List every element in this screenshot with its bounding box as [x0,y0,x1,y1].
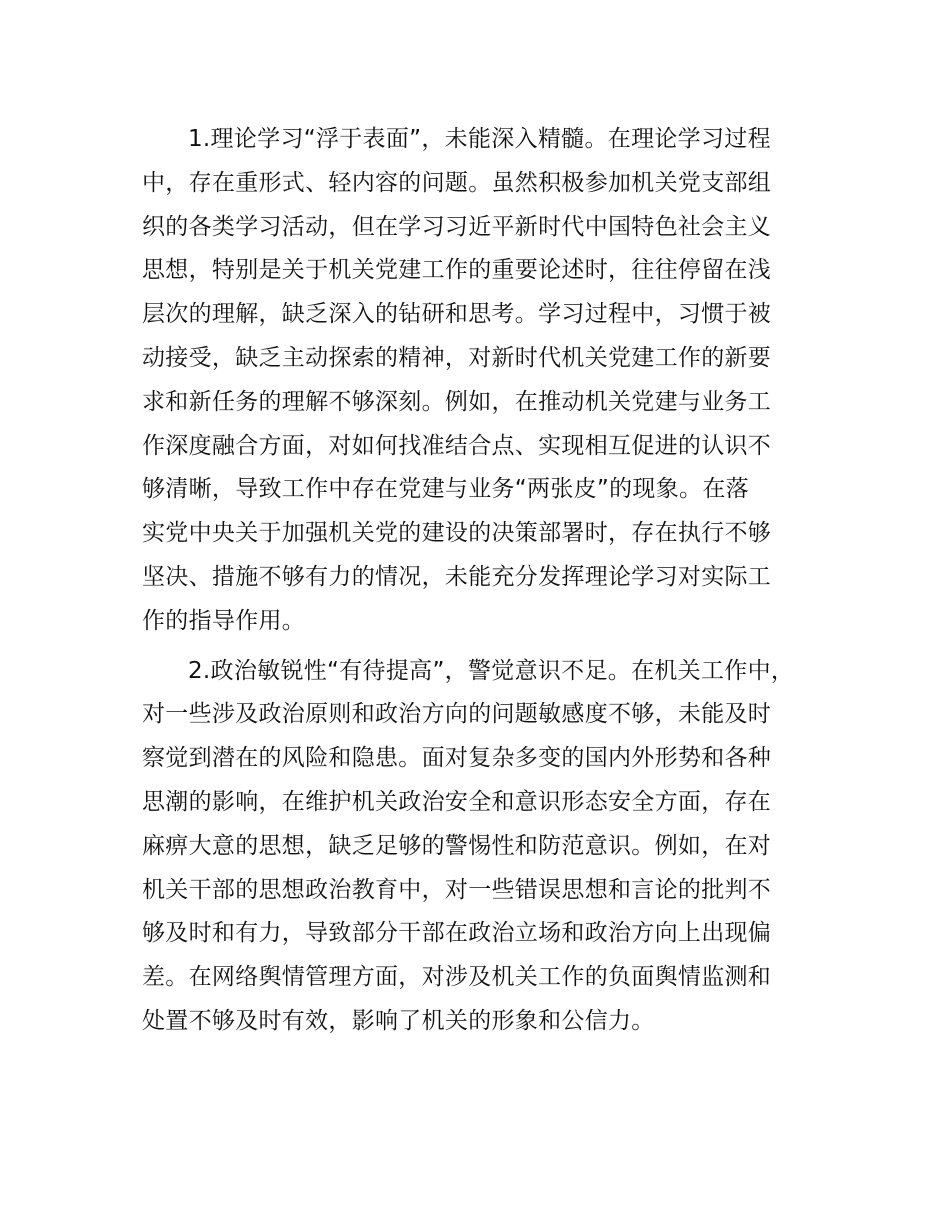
text-line: 差。在网络舆情管理方面，对涉及机关工作的负面舆情监测和 [142,964,772,991]
text-line: 作深度融合方面，对如何找准结合点、实现相互促进的认识不 [142,432,772,459]
text-line: 动接受，缺乏主动探索的精神，对新时代机关党建工作的新要 [142,344,772,371]
text-line: 求和新任务的理解不够深刻。例如，在推动机关党建与业务工 [142,388,772,415]
text-line: 机关干部的思想政治教育中，对一些错误思想和言论的批判不 [142,876,772,903]
text-line: 麻痹大意的思想，缺乏足够的警惕性和防范意识。例如，在对 [142,832,772,859]
text-line: 1.理论学习“浮于表面”，未能深入精髓。在理论学习过程 [188,126,771,152]
text-line: 对一些涉及政治原则和政治方向的问题敏感度不够，未能及时 [142,701,772,728]
text-line: 处置不够及时有效，影响了机关的形象和公信力。 [142,1007,655,1034]
text-line: 2.政治敏锐性“有待提高”，警觉意识不足。在机关工作中， [188,657,795,684]
paragraph-1 [142,118,810,644]
text-line: 中，存在重形式、轻内容的问题。虽然积极参加机关党支部组 [142,169,772,196]
text-line: 察觉到潜在的风险和隐患。面对复杂多变的国内外形势和各种 [142,745,772,772]
text-line: 作的指导作用。 [142,607,306,634]
text-line: 坚决、措施不够有力的情况，未能充分发挥理论学习对实际工 [142,563,772,590]
text-line: 织的各类学习活动，但在学习习近平新时代中国特色社会主义 [142,213,772,240]
text-line: 够及时和有力，导致部分干部在政治立场和政治方向上出现偏 [142,920,772,947]
text-line: 层次的理解，缺乏深入的钻研和思考。学习过程中，习惯于被 [142,301,772,328]
text-line: 实党中央关于加强机关党的建设的决策部署时，存在执行不够 [142,520,772,547]
document-body [142,118,810,1044]
text-line: 思潮的影响，在维护机关政治安全和意识形态安全方面，存在 [142,788,772,815]
text-line: 够清晰，导致工作中存在党建与业务“两张皮”的现象。在落 [142,476,749,503]
text-line: 思想，特别是关于机关党建工作的重要论述时，往往停留在浅 [142,257,772,284]
paragraph-2 [142,650,810,1044]
